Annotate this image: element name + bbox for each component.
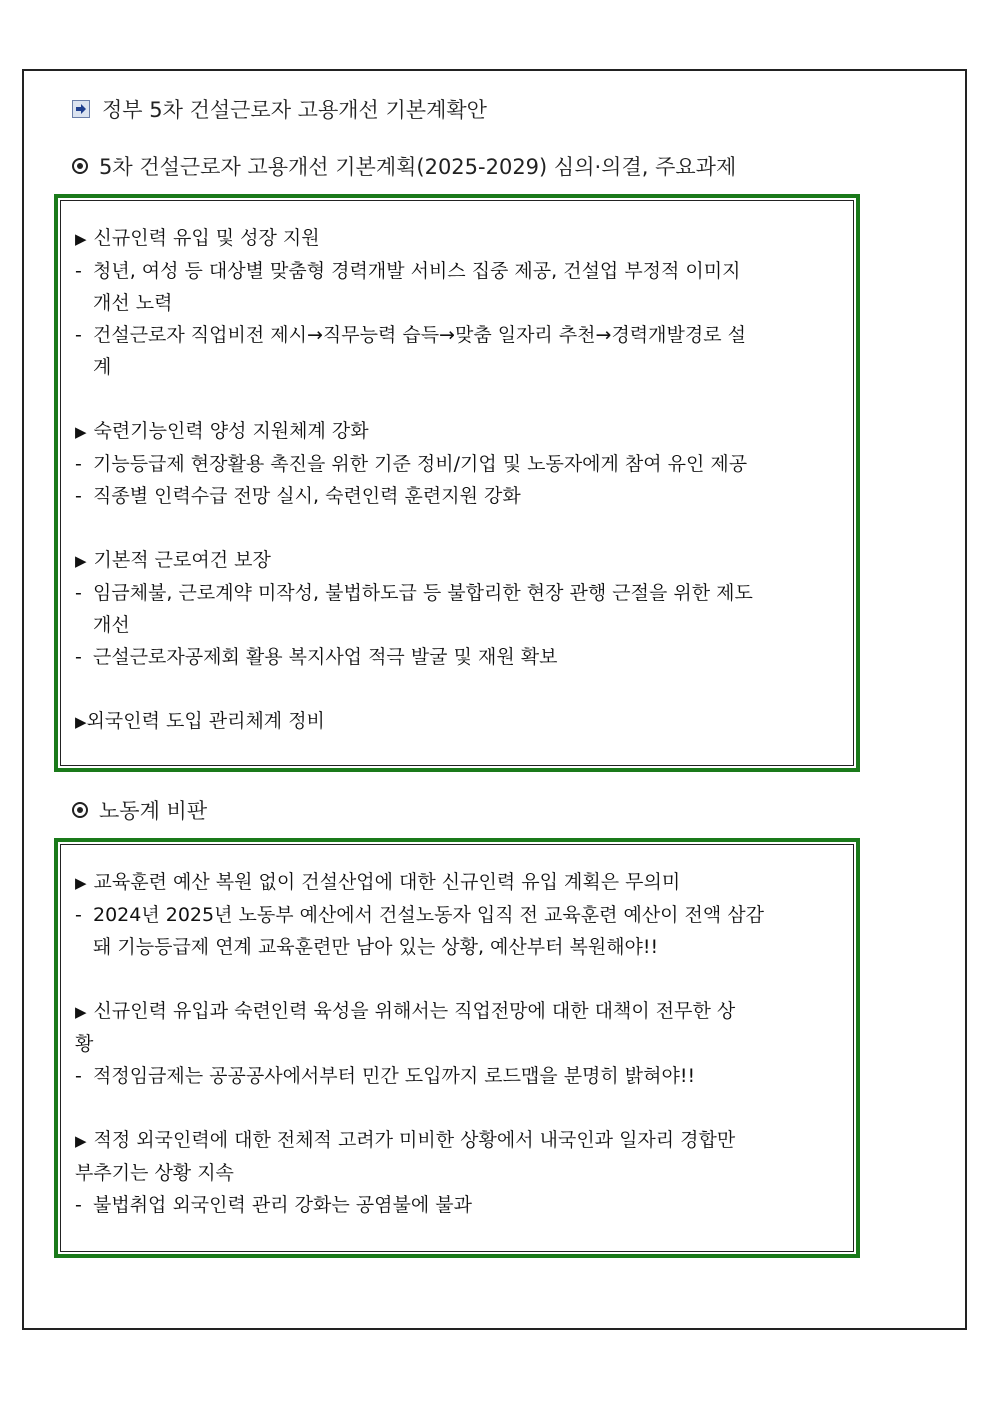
section2-heading-text: 노동계 비판: [99, 799, 208, 823]
bullet-circle-icon: [72, 802, 88, 818]
plan-item-head: ▶ 기본적 근로여건 보장: [75, 549, 271, 571]
document-title: [72, 94, 487, 124]
plan-bullet: - 직종별 인력수급 전망 실시, 숙련인력 훈련지원 강화: [75, 485, 521, 507]
triangle-right-icon: ▶: [75, 1132, 87, 1150]
criticism-bullet: - 2024년 2025년 노동부 예산에서 건설노동자 입직 전 교육훈련 예산이 전액 삼감: [75, 904, 765, 926]
plan-item-head: ▶외국인력 도입 관리체계 정비: [75, 710, 325, 732]
arrow-right-icon: [72, 100, 90, 118]
plan-bullet: - 청년, 여성 등 대상별 맞춤형 경력개발 서비스 집중 제공, 건설업 부정적 이미지: [75, 260, 741, 282]
plan-bullet: - 임금체불, 근로계약 미작성, 불법하도급 등 불합리한 현장 관행 근절을 위한 제도: [75, 582, 753, 604]
triangle-right-icon: ▶: [75, 230, 87, 248]
section1-heading-text: 5차 건설근로자 고용개선 기본계획(2025-2029) 심의·의결, 주요과제: [99, 155, 737, 179]
bullet-circle-icon: [72, 158, 88, 174]
criticism-item-head-cont: 황: [75, 1033, 94, 1055]
triangle-right-icon: ▶: [75, 423, 87, 441]
triangle-right-icon: ▶: [75, 713, 87, 731]
criticism-item-head-cont: 부추기는 상황 지속: [75, 1162, 234, 1184]
plan-bullet: - 기능등급제 현장활용 촉진을 위한 기준 정비/기업 및 노동자에게 참여 유인 제공: [75, 453, 748, 475]
plan-item-head: ▶ 숙련기능인력 양성 지원체계 강화: [75, 420, 369, 442]
plan-item-head: ▶ 신규인력 유입 및 성장 지원: [75, 227, 320, 249]
triangle-right-icon: ▶: [75, 1003, 87, 1021]
section2-heading: [72, 795, 207, 825]
plan-bullet-cont: 계: [93, 356, 112, 378]
plan-box: [54, 194, 860, 772]
plan-bullet-cont: 개선: [93, 614, 130, 636]
criticism-bullet: - 적정임금제는 공공공사에서부터 민간 도입까지 로드맵을 분명히 밝혀야!!: [75, 1065, 696, 1087]
triangle-right-icon: ▶: [75, 552, 87, 570]
title-text: 정부 5차 건설근로자 고용개선 기본계확안: [102, 98, 487, 122]
section1-heading: [72, 151, 736, 181]
criticism-bullet: - 불법취업 외국인력 관리 강화는 공염불에 불과: [75, 1194, 472, 1216]
plan-bullet-cont: 개선 노력: [93, 292, 173, 314]
criticism-item-head: ▶ 교육훈련 예산 복원 없이 건설산업에 대한 신규인력 유입 계획은 무의미: [75, 871, 681, 893]
plan-bullet: - 건설근로자 직업비전 제시→직무능력 습득→맞춤 일자리 추천→경력개발경로 설: [75, 324, 746, 346]
criticism-bullet-cont: 돼 기능등급제 연계 교육훈련만 남아 있는 상황, 예산부터 복원해야!!: [93, 936, 659, 958]
criticism-box: [54, 838, 860, 1258]
criticism-item-head: ▶ 신규인력 유입과 숙련인력 육성을 위해서는 직업전망에 대한 대책이 전무한 상: [75, 1000, 736, 1022]
plan-bullet: - 근설근로자공제회 활용 복지사업 적극 발굴 및 재원 확보: [75, 646, 558, 668]
triangle-right-icon: ▶: [75, 874, 87, 892]
criticism-item-head: ▶ 적정 외국인력에 대한 전체적 고려가 미비한 상황에서 내국인과 일자리 경합만: [75, 1129, 736, 1151]
